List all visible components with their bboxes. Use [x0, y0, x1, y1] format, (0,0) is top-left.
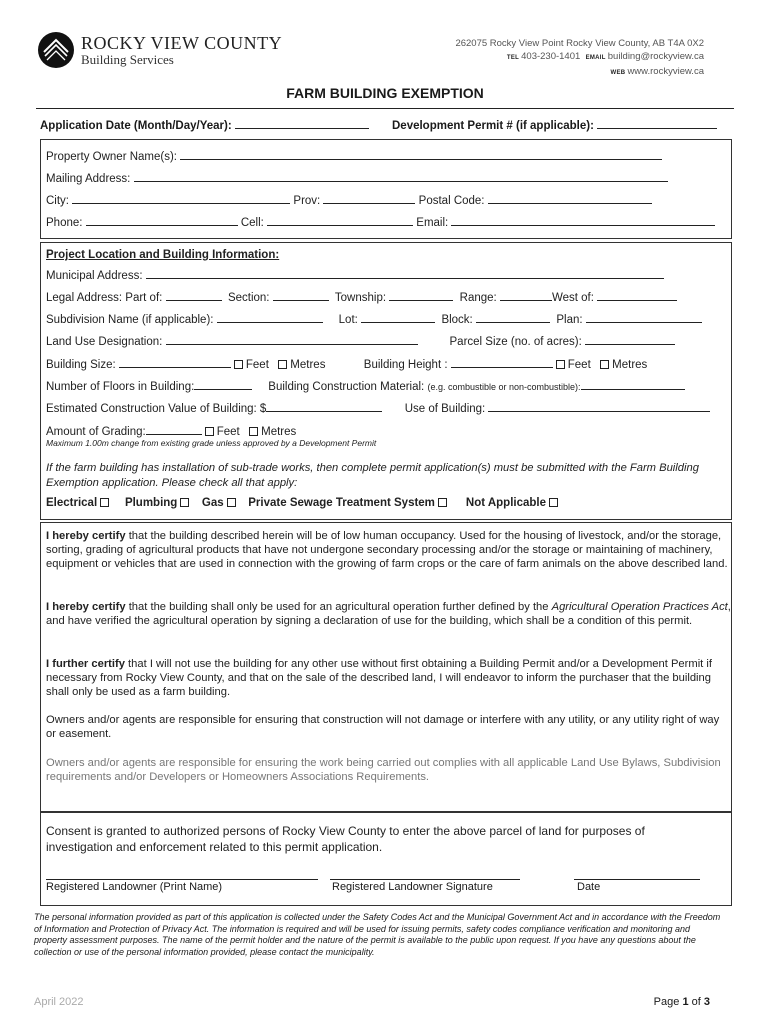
owner-name-field[interactable] [180, 148, 662, 160]
web-label: WEB [610, 70, 626, 76]
part-of-field[interactable] [166, 289, 222, 301]
check-electrical-label: Electrical [46, 497, 98, 509]
block-field[interactable] [476, 311, 550, 323]
certify-bold-2: I hereby certify [46, 601, 126, 613]
footer-date: April 2022 [34, 996, 84, 1008]
org-subtitle: Building Services [81, 52, 174, 67]
phone-label: Phone: [46, 217, 83, 229]
range-label: Range: [459, 292, 497, 304]
height-feet-label: Feet [567, 359, 591, 371]
check-sewage-label: Private Sewage Treatment System [248, 497, 435, 509]
height-feet-checkbox[interactable] [556, 360, 565, 369]
range-field[interactable] [500, 289, 552, 301]
building-size-label: Building Size: [46, 359, 116, 371]
owner-email-field[interactable] [451, 214, 715, 226]
page-number [654, 996, 710, 1008]
address-text: 262075 Rocky View Point Rocky View County, AB T4A 0X2 [455, 38, 704, 49]
certify-paragraph-3 [46, 657, 732, 699]
certify-bold-1: I hereby certify [46, 530, 126, 542]
tel-label: TEL [506, 55, 520, 61]
legal-label: Legal Address: Part of: [46, 292, 163, 304]
certify-paragraph-1 [46, 529, 732, 571]
land-use-label: Land Use Designation: [46, 336, 163, 348]
land-use-field[interactable] [166, 333, 418, 345]
application-date-label: Application Date (Month/Day/Year): [40, 120, 232, 132]
floors-field[interactable] [194, 378, 252, 390]
consent-text: Consent is granted to authorized persons of Rocky View County to enter the above parcel of land for purposes of investigation and enforcement related to this permit application. [46, 824, 645, 854]
height-field[interactable] [451, 356, 553, 368]
township-field[interactable] [389, 289, 453, 301]
municipal-field[interactable] [146, 267, 664, 279]
certify-text-1: that the building described herein will be of low human occupancy. Used for the housing of livestock, and/or the storage, sorting, grading of agricultural products that have not undergone secondary processing and/or the storage or maintaining of machinery, equipment or vehicles that are used in connection with the growing of farm crops or the care of farm animals on the above described land. [46, 530, 728, 570]
sign-date-field[interactable] [574, 879, 700, 880]
plan-field[interactable] [586, 311, 702, 323]
mailing-label: Mailing Address: [46, 173, 131, 185]
size-metres-checkbox[interactable] [278, 360, 287, 369]
divider [36, 108, 734, 109]
plumbing-checkbox[interactable] [180, 498, 189, 507]
value-label: Estimated Construction Value of Building: $ [46, 403, 267, 415]
subtrade-note: If the farm building has installation of sub-trade works, then complete permit application(s) must be submitted with the Farm Building Exemption application. Please check all that apply: [46, 462, 699, 489]
grading-label: Amount of Grading: [46, 426, 146, 438]
use-field[interactable] [488, 400, 710, 412]
municipal-label: Municipal Address: [46, 270, 143, 282]
email-field-label: Email: [416, 217, 449, 229]
owner-name-label: Property Owner Name(s): [46, 151, 178, 163]
west-label: West of: [551, 292, 594, 304]
form-title: FARM BUILDING EXEMPTION [286, 85, 484, 101]
page-current: 1 [682, 996, 689, 1008]
lot-label: Lot: [338, 314, 358, 326]
section-label: Section: [227, 292, 270, 304]
section-field[interactable] [273, 289, 329, 301]
not-applicable-checkbox[interactable] [549, 498, 558, 507]
page-total: 3 [703, 996, 710, 1008]
lot-field[interactable] [361, 311, 435, 323]
email-label: EMAIL [585, 55, 606, 61]
permit-number-row [392, 117, 717, 132]
use-label: Use of Building: [404, 403, 486, 415]
grading-metres-checkbox[interactable] [249, 427, 258, 436]
page-prefix: Page [653, 996, 680, 1008]
cell-field[interactable] [267, 214, 413, 226]
material-field[interactable] [581, 378, 685, 390]
parcel-label: Parcel Size (no. of acres): [449, 336, 582, 348]
west-field[interactable] [597, 289, 677, 301]
gas-checkbox[interactable] [227, 498, 236, 507]
certify-bold-3: I further certify [46, 658, 125, 670]
contact-block [455, 37, 704, 80]
grading-note: Maximum 1.00m change from existing grade unless approved by a Development Permit [46, 438, 377, 448]
material-hint: (e.g. combustible or non-combustible): [427, 382, 581, 392]
cell-label: Cell: [240, 217, 264, 229]
material-label: Building Construction Material: [268, 381, 425, 393]
privacy-notice: The personal information provided as part of this application is collected under the Safety Codes Act and the Municipal Government Act and in accordance with the Freedom of Information and Protection of Privacy Act. The information is required and will be used for issuing permits, safety codes compliance verification and monitoring and property assessment purposes. The name of the permit holder and the nature of the permit is available to the public upon request. If you have any questions about the collection or use of the personal information provided, please contact the municipality. [34, 912, 721, 957]
landowner-signature-field[interactable] [330, 879, 520, 880]
permit-number-field[interactable] [597, 117, 717, 129]
sewage-checkbox[interactable] [438, 498, 447, 507]
grading-field[interactable] [146, 423, 202, 435]
certify-text-2a: that the building shall only be used for an agricultural operation further defined by the [125, 601, 552, 613]
prov-field[interactable] [323, 192, 415, 204]
grading-metres-label: Metres [261, 426, 297, 438]
mailing-field[interactable] [134, 170, 668, 182]
city-field[interactable] [72, 192, 290, 204]
county-logo [36, 30, 282, 70]
subtrade-checks [46, 497, 561, 509]
floors-label: Number of Floors in Building: [46, 381, 195, 393]
value-field[interactable] [266, 400, 382, 412]
building-size-field[interactable] [119, 356, 231, 368]
landowner-signature-label: Registered Landowner Signature [332, 881, 493, 893]
application-date-field[interactable] [235, 117, 369, 129]
grading-feet-label: Feet [216, 426, 240, 438]
height-metres-checkbox[interactable] [600, 360, 609, 369]
block-label: Block: [441, 314, 473, 326]
township-label: Township: [334, 292, 387, 304]
prov-label: Prov: [293, 195, 321, 207]
city-label: City: [46, 195, 69, 207]
plan-label: Plan: [556, 314, 583, 326]
web-value[interactable]: www.rockyview.ca [627, 66, 704, 77]
size-feet-checkbox[interactable] [234, 360, 243, 369]
certify-act-name: Agricultural Operation Practices Act [551, 601, 728, 613]
check-plumbing-label: Plumbing [124, 497, 178, 509]
postal-field[interactable] [488, 192, 652, 204]
phone-field[interactable] [86, 214, 238, 226]
project-heading: Project Location and Building Information: [46, 249, 280, 261]
page-header [36, 28, 736, 78]
email-value[interactable]: building@rockyview.ca [607, 51, 704, 62]
page-of: of [691, 996, 701, 1008]
parcel-field[interactable] [585, 333, 675, 345]
permit-number-label: Development Permit # (if applicable): [392, 120, 594, 132]
certify-paragraph-4: Owners and/or agents are responsible for ensuring that construction will not damage or interfere with any utility, or any utility right of way or easement. [46, 714, 720, 740]
subdivision-field[interactable] [217, 311, 323, 323]
landowner-name-field[interactable] [46, 879, 318, 880]
size-metres-label: Metres [290, 359, 326, 371]
subdivision-label: Subdivision Name (if applicable): [46, 314, 214, 326]
org-name: ROCKY VIEW COUNTY [81, 33, 283, 53]
check-na-label: Not Applicable [465, 497, 546, 509]
application-date-row [40, 117, 369, 132]
certify-text-3: that I will not use the building for any other use without first obtaining a Building Permit and/or a Development Permit if necessary from Rocky View County, and that on the sale of the described land, I will endeavor to inform the purchaser that the building shall only be used as a farm building. [46, 658, 712, 698]
check-gas-label: Gas [201, 497, 224, 509]
certify-text-2b: , and have verified the agricultural operation by signing a declaration of use for the building, which shall be a condition of this permit. [46, 601, 731, 627]
landowner-name-label: Registered Landowner (Print Name) [46, 881, 223, 893]
tel-value: 403-230-1401 [521, 51, 581, 62]
size-feet-label: Feet [245, 359, 269, 371]
grading-feet-checkbox[interactable] [205, 427, 214, 436]
postal-label: Postal Code: [418, 195, 485, 207]
certify-paragraph-5: Owners and/or agents are responsible for ensuring the work being carried out complies with all applicable Land Use Bylaws, Subdivision requirements and/or Developers or Homeowners Associations Requirements. [46, 757, 721, 783]
electrical-checkbox[interactable] [100, 498, 109, 507]
certify-paragraph-2 [46, 600, 732, 628]
county-emblem-icon [36, 30, 76, 70]
height-label: Building Height : [363, 359, 448, 371]
height-metres-label: Metres [612, 359, 648, 371]
sign-date-label: Date [577, 881, 601, 893]
